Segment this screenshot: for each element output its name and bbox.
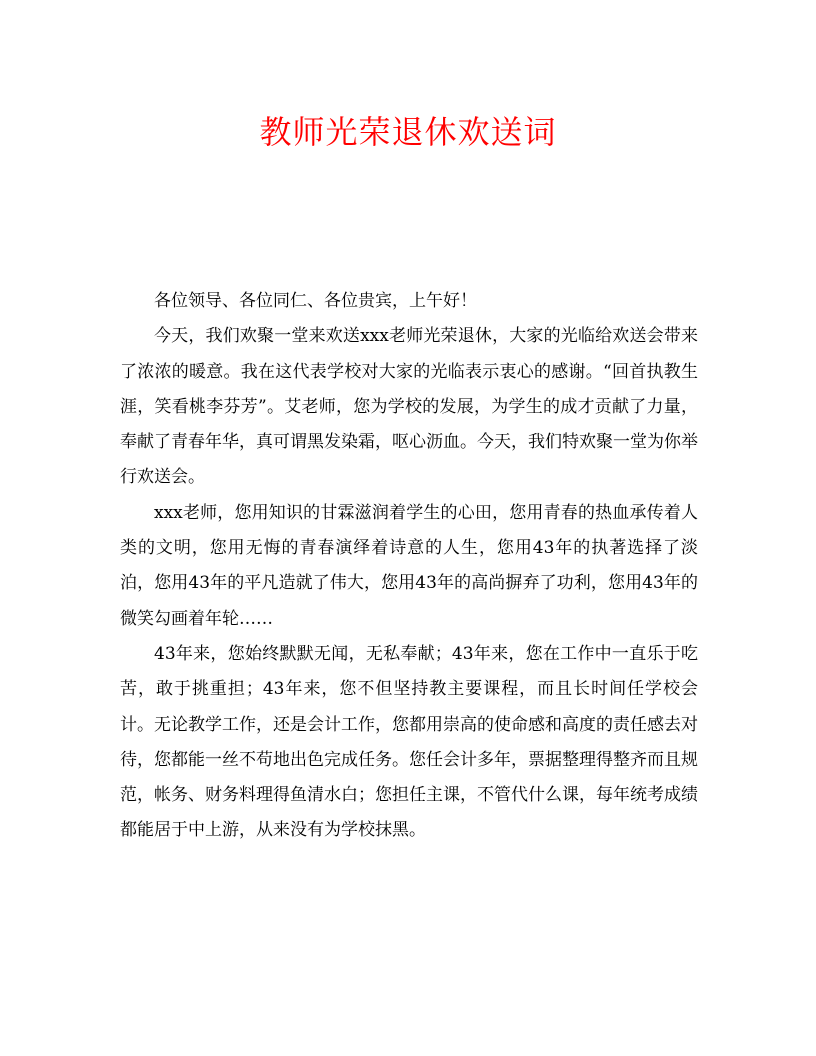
paragraph-greeting: 各位领导、各位同仁、各位贵宾，上午好！ bbox=[154, 291, 477, 311]
document-title: 教师光荣退休欢送词 bbox=[259, 113, 557, 151]
paragraph-tribute: xxx老师，您用知识的甘霖滋润着学生的心田，您用青春的热血承传着人类的文明，您用无悔的青春演绎着诗意的人生，您用43年的执著选择了淡泊，您用43年的平凡造就了伟大，您用43年的高尚摒弃了功利，您用43年的微笑勾画着年轮…… bbox=[120, 502, 698, 629]
document-body bbox=[120, 284, 698, 849]
paragraph-career: 43年来，您始终默默无闻，无私奉献；43年来，您在工作中一直乐于吃苦，敢于挑重担；43年来，您不但坚持教主要课程，而且长时间任学校会计。无论教学工作，还是会计工作，您都用崇高的使命感和高度的责任感去对待，您都能一丝不苟地出色完成任务。您任会计多年，票据整理得整齐而且规范，帐务、财务料理得鱼清水白；您担任主课，不管代什么课，每年统考成绩都能居于中上游，从来没有为学校抹黑。 bbox=[120, 643, 698, 841]
paragraph-welcome: 今天，我们欢聚一堂来欢送xxx老师光荣退休，大家的光临给欢送会带来了浓浓的暖意。我在这代表学校对大家的光临表示衷心的感谢。“回首执教生涯，笑看桃李芬芳”。艾老师，您为学校的发展，为学生的成才贡献了力量，奉献了青春年华，真可谓黑发染霜，呕心沥血。今天，我们特欢聚一堂为你举行欢送会。 bbox=[120, 326, 698, 488]
